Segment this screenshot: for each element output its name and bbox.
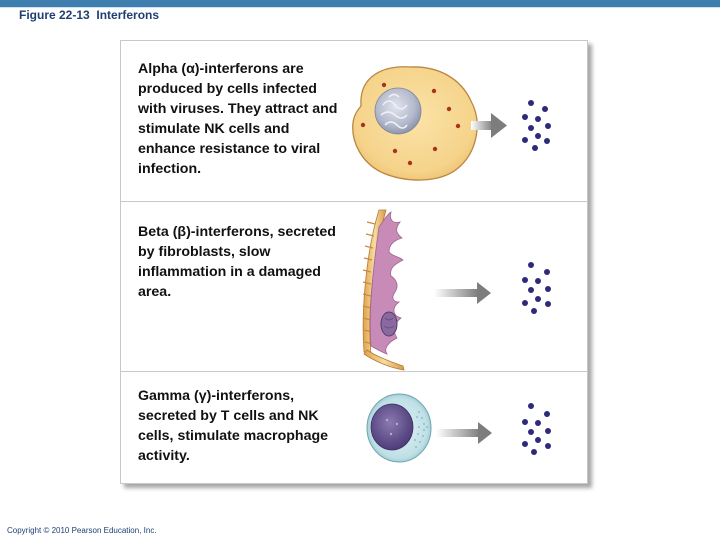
panel-beta-text: Beta (β)-interferons, secreted by fibroblasts, slow inflammation in a damaged area. xyxy=(138,224,336,300)
interferon-molecules-icon xyxy=(522,100,551,151)
panel-beta-art xyxy=(121,202,587,371)
copyright-notice: Copyright © 2010 Pearson Education, Inc. xyxy=(7,526,157,535)
panel-gamma-text: Gamma (γ)-interferons, secreted by T cells and NK cells, stimulate macrophage activity. xyxy=(138,388,329,464)
interferon-molecules-icon xyxy=(522,403,551,455)
arrow-right-icon xyxy=(436,422,492,444)
arrow-right-icon xyxy=(434,282,491,304)
panel-beta xyxy=(121,201,587,371)
panel-alpha xyxy=(121,41,587,201)
panel-alpha-art xyxy=(121,41,587,201)
figure-frame xyxy=(120,40,588,484)
header-bar xyxy=(0,0,720,7)
figure-title: Figure 22-13 Interferons xyxy=(19,8,160,22)
interferon-molecules-icon xyxy=(522,262,551,314)
virus-infected-cell-icon xyxy=(353,67,477,180)
panel-gamma-art xyxy=(121,372,587,484)
fibroblast-icon xyxy=(363,210,404,370)
panel-alpha-text: Alpha (α)-interferons are produced by cells infected with viruses. They attract and stimulate NK cells and enhance resistance to viral infection. xyxy=(138,61,338,177)
lymphocyte-icon xyxy=(367,394,431,462)
panel-gamma xyxy=(121,371,587,484)
